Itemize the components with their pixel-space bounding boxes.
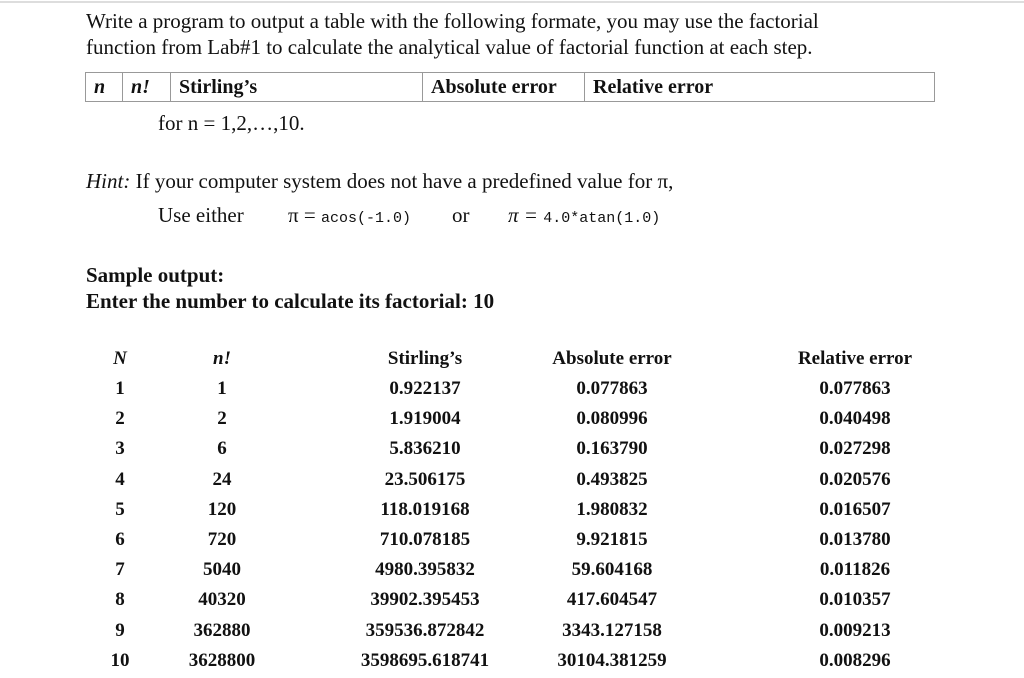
table-row xyxy=(0,497,1024,527)
intro-line1: Write a program to output a table with the following formate, you may use the factorial xyxy=(86,9,819,33)
format-header-stirling: Stirling’s xyxy=(171,73,423,101)
table-row xyxy=(0,467,1024,497)
table-row xyxy=(0,406,1024,436)
cell: 720 xyxy=(207,529,237,550)
hint-text: If your computer system does not have a predefined value for π, xyxy=(135,169,674,193)
table-row xyxy=(0,436,1024,466)
cell: 3598695.618741 xyxy=(360,649,490,671)
cell: 0.922137 xyxy=(389,378,461,399)
cell: Relative error xyxy=(797,348,913,369)
cell: 6 xyxy=(115,529,125,550)
cell: 417.604547 xyxy=(566,589,658,611)
cell: 9.921815 xyxy=(576,529,648,550)
intro-line2: function from Lab#1 to calculate the analytical value of factorial function at each step. xyxy=(86,35,813,59)
sample-prompt: Enter the number to calculate its factorial: 10 xyxy=(86,289,495,313)
cell: 0.009213 xyxy=(819,619,891,641)
cell: 7 xyxy=(115,559,125,581)
table-row xyxy=(0,587,1024,617)
cell: 5.836210 xyxy=(389,438,461,460)
hint-option-1: π = acos(-1.0) xyxy=(288,203,411,227)
cell: 359536.872842 xyxy=(365,619,485,641)
table-row xyxy=(0,527,1024,557)
cell: n! xyxy=(213,348,231,369)
cell: 2 xyxy=(217,408,227,430)
cell: 120 xyxy=(207,498,237,520)
cell: 59.604168 xyxy=(571,559,653,581)
cell: 9 xyxy=(115,619,125,641)
hint-option-2: π = 4.0*atan(1.0) xyxy=(508,203,661,227)
cell: 5 xyxy=(115,498,125,520)
cell: 1 xyxy=(217,378,227,399)
cell: 0.020576 xyxy=(819,468,891,490)
cell: 39902.395453 xyxy=(370,589,480,611)
top-divider xyxy=(0,1,1024,3)
hint-or: or xyxy=(452,203,470,227)
sample-title: Sample output: xyxy=(86,263,225,287)
format-header-abs: Absolute error xyxy=(423,73,585,101)
table-row xyxy=(0,648,1024,678)
cell: N xyxy=(113,348,127,369)
cell: 23.506175 xyxy=(384,468,466,490)
cell: 8 xyxy=(115,589,125,611)
table-row xyxy=(0,557,1024,587)
cell: 24 xyxy=(212,468,232,490)
cell: 0.008296 xyxy=(819,649,891,671)
cell: 5040 xyxy=(203,559,241,581)
hint-line xyxy=(86,168,673,194)
cell: 710.078185 xyxy=(379,529,471,550)
format-header-nfact: n! xyxy=(123,73,171,101)
cell: 0.080996 xyxy=(576,408,648,430)
table-row xyxy=(0,376,1024,406)
cell: 0.013780 xyxy=(819,529,891,550)
cell: 0.040498 xyxy=(819,408,891,430)
cell: Stirling’s xyxy=(387,348,463,369)
cell: 118.019168 xyxy=(380,498,470,520)
cell: 10 xyxy=(110,649,130,671)
cell: 0.011826 xyxy=(819,559,891,581)
cell: 0.163790 xyxy=(576,438,648,460)
cell: 0.010357 xyxy=(819,589,891,611)
cell: 4980.395832 xyxy=(375,559,475,581)
range-text: for n = 1,2,…,10. xyxy=(158,111,305,135)
table-header xyxy=(0,346,1024,376)
cell: 0.077863 xyxy=(819,378,891,399)
cell: 4 xyxy=(115,468,125,490)
cell: 6 xyxy=(217,438,227,460)
cell: 1.980832 xyxy=(576,498,648,520)
table-row xyxy=(0,618,1024,648)
cell: 3628800 xyxy=(188,649,256,671)
cell: 0.077863 xyxy=(576,378,648,399)
cell: Absolute error xyxy=(552,348,672,369)
hint-use-either: Use either xyxy=(158,203,244,227)
cell: 0.027298 xyxy=(819,438,891,460)
format-header-rel: Relative error xyxy=(593,76,714,98)
format-header-n: n xyxy=(86,73,123,101)
cell: 3343.127158 xyxy=(562,619,662,641)
cell: 0.493825 xyxy=(576,468,648,490)
cell: 3 xyxy=(115,438,125,460)
cell: 30104.381259 xyxy=(557,649,667,671)
cell: 1.919004 xyxy=(389,408,461,430)
cell: 1 xyxy=(115,378,125,399)
cell: 0.016507 xyxy=(819,498,891,520)
cell: 2 xyxy=(115,408,125,430)
hint-label: Hint: xyxy=(86,169,131,193)
cell: 40320 xyxy=(198,589,246,611)
format-header-table xyxy=(85,72,935,102)
cell: 362880 xyxy=(193,619,251,641)
